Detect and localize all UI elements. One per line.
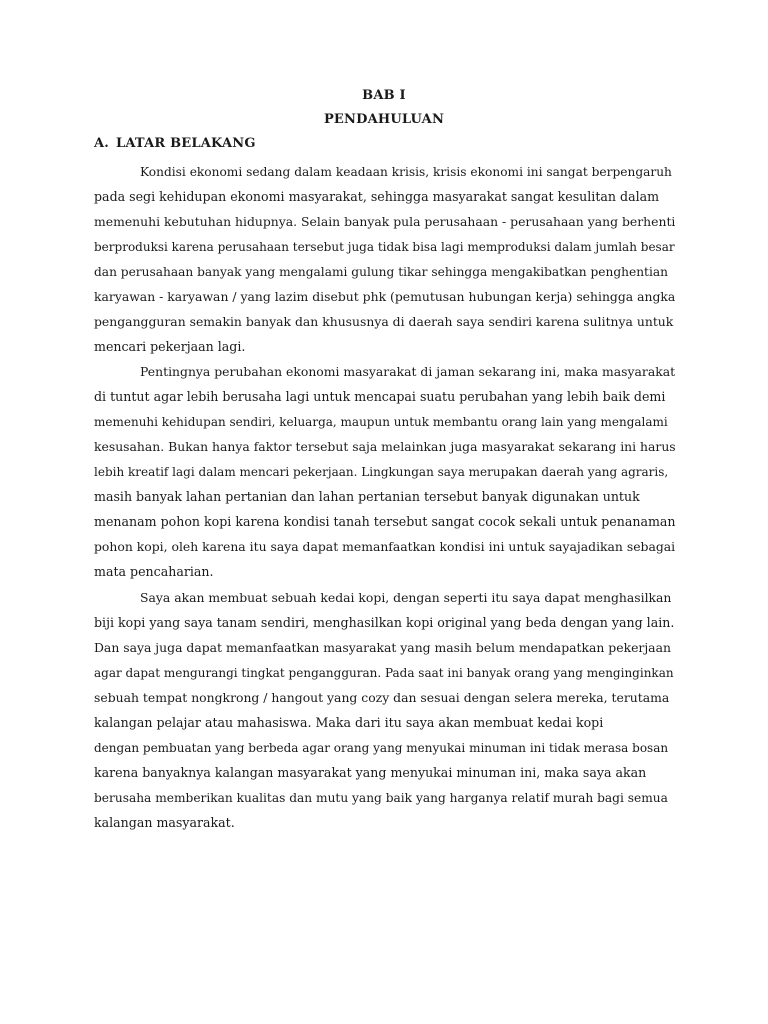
section-number: A. bbox=[94, 136, 110, 151]
paragraph-2-line: menanam pohon kopi karena kondisi tanah tersebut sangat cocok sekali untuk penanaman bbox=[94, 514, 676, 529]
paragraph-2-line: memenuhi kehidupan sendiri, keluarga, maupun untuk membantu orang lain yang mengalami bbox=[94, 415, 668, 429]
section-heading bbox=[94, 136, 256, 151]
paragraph-3-line: Saya akan membuat sebuah kedai kopi, dengan seperti itu saya dapat menghasilkan bbox=[140, 590, 672, 605]
paragraph-3-line: kalangan pelajar atau mahasiswa. Maka dari itu saya akan membuat kedai kopi bbox=[94, 715, 604, 730]
paragraph-1-line: berproduksi karena perusahaan tersebut juga tidak bisa lagi memproduksi dalam jumlah besar bbox=[94, 240, 675, 254]
paragraph-1-line: mencari pekerjaan lagi. bbox=[94, 339, 246, 354]
paragraph-2-line: lebih kreatif lagi dalam mencari pekerjaan. Lingkungan saya merupakan daerah yang agraris, bbox=[94, 465, 669, 479]
paragraph-1-line: Kondisi ekonomi sedang dalam keadaan krisis, krisis ekonomi ini sangat berpengaruh bbox=[140, 165, 672, 179]
paragraph-3-line: agar dapat mengurangi tingkat pengangguran. Pada saat ini banyak orang yang menginginkan bbox=[94, 666, 674, 680]
paragraph-3-line: dengan pembuatan yang berbeda agar orang yang menyukai minuman ini tidak merasa bosan bbox=[94, 741, 669, 755]
paragraph-2-line: mata pencaharian. bbox=[94, 564, 214, 579]
paragraph-3-line: biji kopi yang saya tanam sendiri, menghasilkan kopi original yang beda dengan yang lain. bbox=[94, 615, 675, 630]
paragraph-2-line: masih banyak lahan pertanian dan lahan pertanian tersebut banyak digunakan untuk bbox=[94, 489, 640, 504]
paragraph-2-line: Pentingnya perubahan ekonomi masyarakat di jaman sekarang ini, maka masyarakat bbox=[140, 364, 676, 379]
paragraph-3-line: Dan saya juga dapat memanfaatkan masyarakat yang masih belum mendapatkan pekerjaan bbox=[94, 640, 671, 655]
section-title: LATAR BELAKANG bbox=[116, 136, 256, 151]
paragraph-3-line: berusaha memberikan kualitas dan mutu yang baik yang harganya relatif murah bagi semua bbox=[94, 791, 668, 805]
paragraph-2-line: pohon kopi, oleh karena itu saya dapat memanfaatkan kondisi ini untuk sayajadikan sebagai bbox=[94, 539, 676, 554]
paragraph-1-line: karyawan - karyawan / yang lazim disebut phk (pemutusan hubungan kerja) sehingga angka bbox=[94, 289, 676, 304]
paragraph-3-line: kalangan masyarakat. bbox=[94, 815, 235, 830]
chapter-title: PENDAHULUAN bbox=[323, 112, 445, 127]
paragraph-2-line: kesusahan. Bukan hanya faktor tersebut saja melainkan juga masyarakat sekarang ini harus bbox=[94, 439, 676, 454]
paragraph-2-line: di tuntut agar lebih berusaha lagi untuk mencapai suatu perubahan yang lebih baik demi bbox=[94, 389, 666, 404]
paragraph-1-line: memenuhi kebutuhan hidupnya. Selain banyak pula perusahaan - perusahaan yang berhenti bbox=[94, 214, 676, 229]
paragraph-1-line: pada segi kehidupan ekonomi masyarakat, sehingga masyarakat sangat kesulitan dalam bbox=[94, 189, 660, 204]
chapter-number: BAB I bbox=[362, 88, 406, 103]
paragraph-1-line: dan perusahaan banyak yang mengalami gulung tikar sehingga mengakibatkan penghentian bbox=[94, 265, 668, 279]
paragraph-3-line: sebuah tempat nongkrong / hangout yang cozy dan sesuai dengan selera mereka, terutama bbox=[94, 690, 670, 705]
paragraph-1-line: pengangguran semakin banyak dan khususnya di daerah saya sendiri karena sulitnya untuk bbox=[94, 314, 674, 329]
paragraph-3-line: karena banyaknya kalangan masyarakat yang menyukai minuman ini, maka saya akan bbox=[94, 765, 647, 780]
